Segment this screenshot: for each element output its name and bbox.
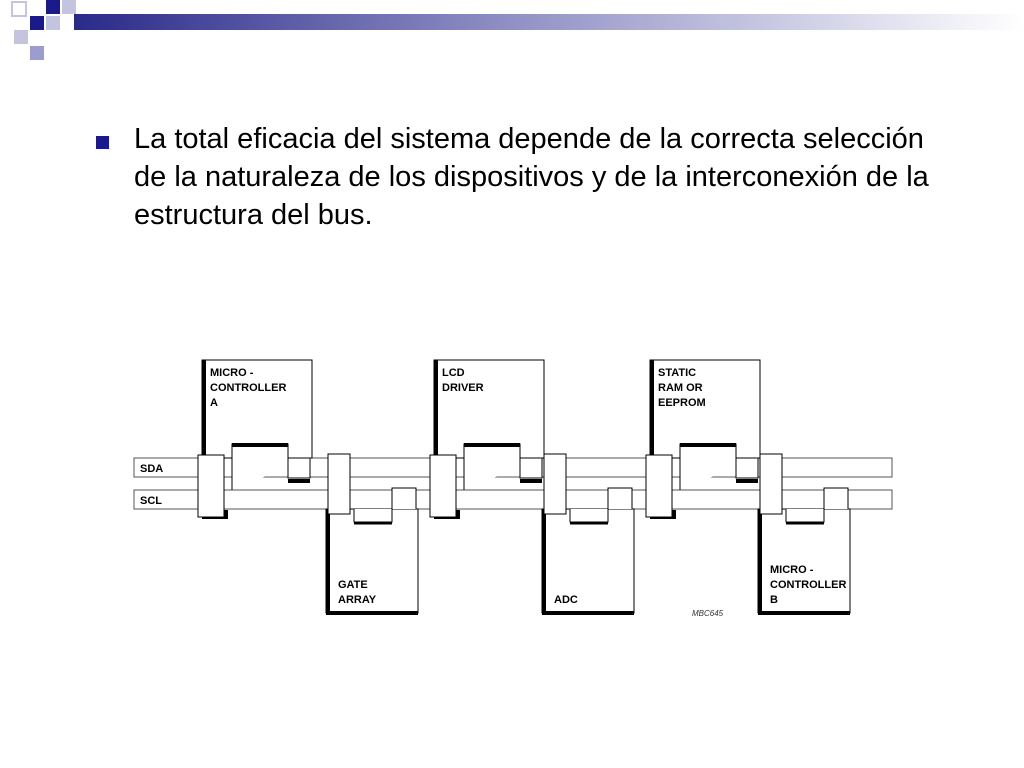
- sda-connection: [760, 454, 782, 514]
- deco-square: [12, 2, 26, 16]
- deco-square: [46, 0, 60, 14]
- device-label: STATIC: [658, 367, 697, 379]
- device-label: MICRO -: [210, 367, 254, 379]
- sda-connection: [328, 454, 350, 514]
- deco-square: [62, 0, 76, 14]
- i2c-bus-diagram: [130, 350, 900, 630]
- device-label: MICRO -: [770, 564, 814, 576]
- scl-connection: [646, 455, 672, 517]
- device-label: A: [210, 397, 218, 409]
- figure-code: MBC645: [692, 609, 724, 618]
- title-decoration: [0, 0, 1024, 64]
- device-label: CONTROLLER: [210, 382, 287, 394]
- device-label: ADC: [554, 594, 578, 606]
- device-label: ARRAY: [338, 594, 377, 606]
- deco-square: [30, 46, 44, 60]
- scl-connection: [198, 455, 224, 517]
- device-label: DRIVER: [442, 382, 484, 394]
- deco-square: [30, 16, 44, 30]
- scl-connection: [430, 455, 456, 517]
- deco-square: [14, 30, 28, 44]
- device-label: B: [770, 594, 778, 606]
- device-label: CONTROLLER: [770, 579, 847, 591]
- bullet-text: La total eficacia del sistema depende de la correcta selección de la naturaleza de los dispositivos y de la interconexión de la estructura del bus.: [134, 123, 929, 231]
- bus-label: SDA: [140, 463, 164, 475]
- bus-label: SCL: [140, 495, 162, 507]
- title-gradient-bar: [74, 14, 1024, 30]
- device-label: RAM OR: [658, 382, 703, 394]
- sda-connection: [544, 454, 566, 514]
- device-label: LCD: [442, 367, 465, 379]
- bullet-square-icon: [96, 136, 109, 149]
- deco-square: [46, 16, 60, 30]
- device-label: EEPROM: [658, 397, 706, 409]
- device-label: GATE: [338, 579, 368, 591]
